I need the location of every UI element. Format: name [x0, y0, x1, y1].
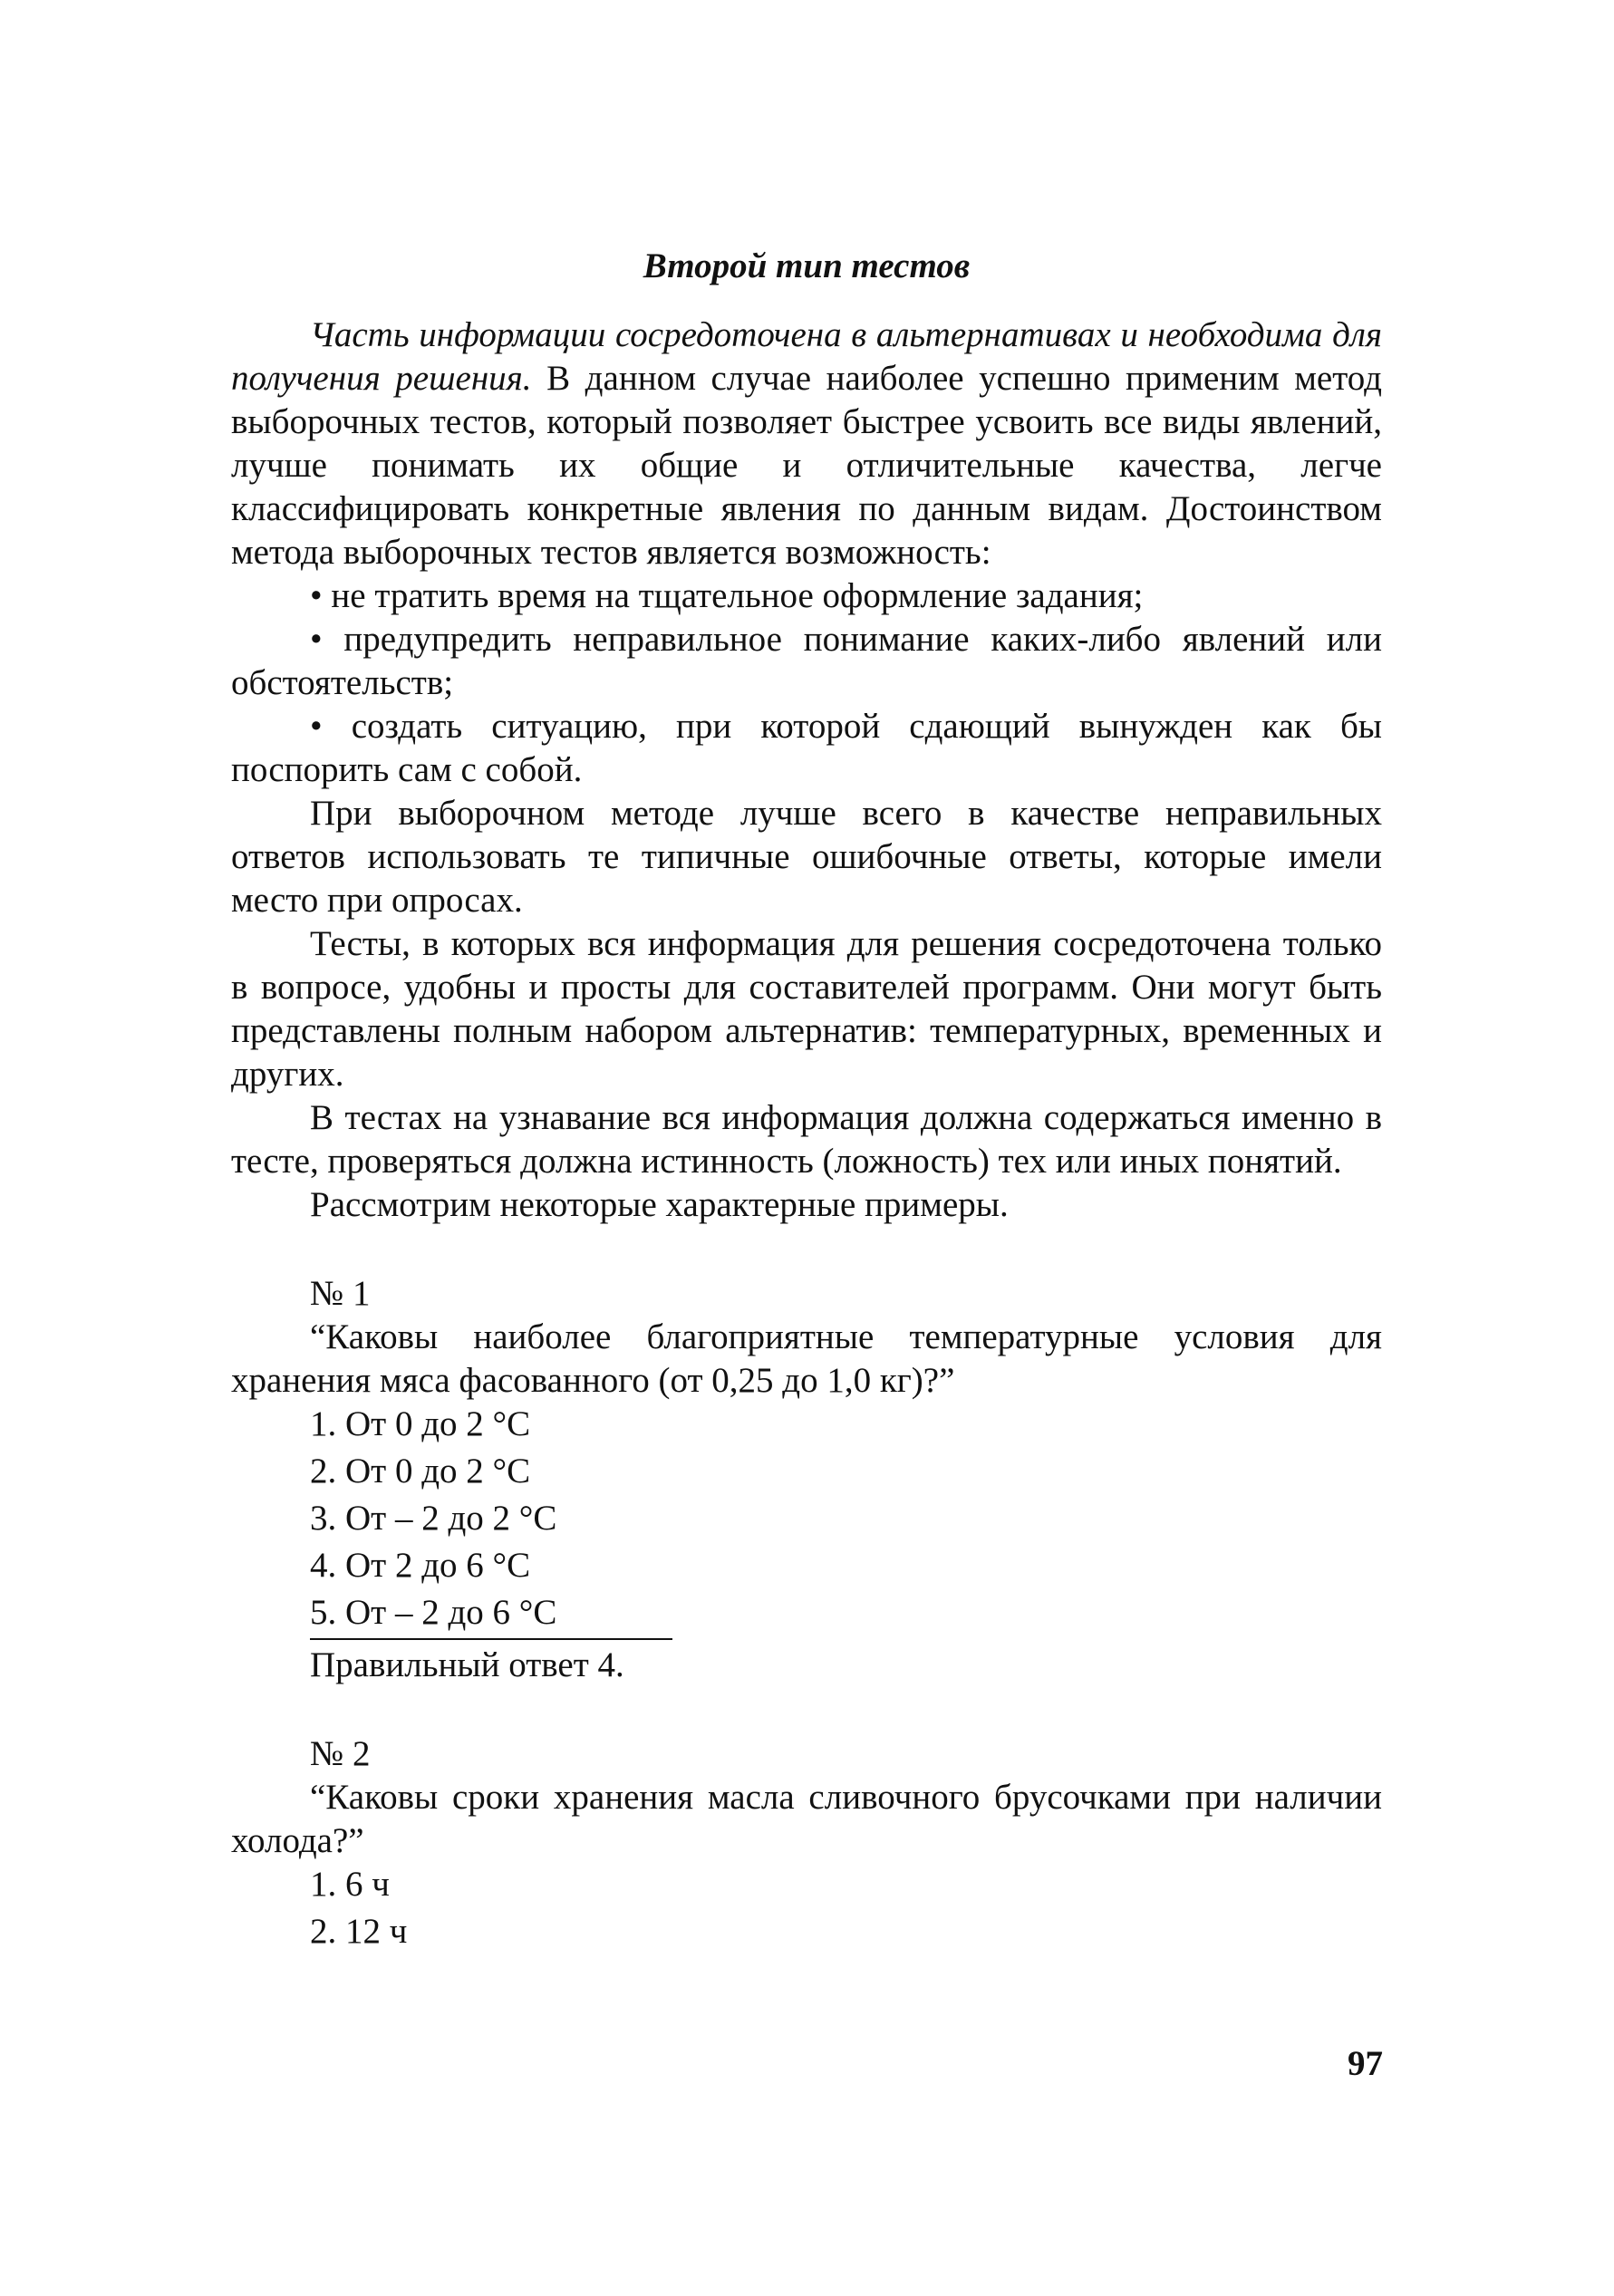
paragraph-examples-intro: Рассмотрим некоторые характерные примеры. [310, 1185, 1009, 1224]
correct-answer: Правильный ответ 4. [310, 1645, 624, 1684]
section-title: Второй тип тестов [643, 246, 971, 285]
intro-text: В данном случае наиболее успешно применим метод выборочных тестов, который позволяет быстрее усвоить все виды явлений, лучше понимать их общие и отличительные качества, легче классифицировать конкретные явления по данным видам. Достоинством метода выборочных тестов является возможность: [231, 359, 1382, 572]
bullet-item-3: • создать ситуацию, при которой сдающий вынужден как бы поспорить сам с собой. [231, 707, 1382, 789]
answer-option: 5. От – 2 до 6 °С [310, 1593, 557, 1632]
example-2 [231, 1732, 1382, 1954]
example-question: “Каковы наиболее благоприятные температурные условия для хранения мяса фасованного (от 0,25 до 1,0 кг)?” [231, 1317, 1382, 1400]
answer-divider [310, 1638, 672, 1640]
example-number: № 2 [310, 1734, 371, 1773]
intro-paragraph [231, 314, 1382, 574]
spacer [231, 1227, 1382, 1272]
answer-options [231, 1403, 1382, 1635]
page-content [231, 245, 1382, 1957]
page-number: 97 [1348, 2044, 1383, 2083]
example-number: № 1 [310, 1274, 371, 1313]
answer-option: 2. От 0 до 2 °С [310, 1452, 531, 1490]
answer-options [231, 1863, 1382, 1954]
intro-italic-text: Часть информации сосредоточена в альтернативах и необходима для получения решения. [231, 315, 1382, 398]
answer-option: 1. 6 ч [310, 1865, 390, 1904]
example-1 [231, 1272, 1382, 1687]
paragraph-question-tests: Тесты, в которых вся информация для решения сосредоточена только в вопросе, удобны и просты для составителей программ. Они могут быть представлены полным набором альтернатив: температурных, временных и других. [231, 924, 1382, 1094]
answer-option: 4. От 2 до 6 °С [310, 1546, 531, 1585]
answer-option: 1. От 0 до 2 °С [310, 1404, 531, 1443]
example-question: “Каковы сроки хранения масла сливочного брусочками при наличии холода?” [231, 1778, 1382, 1860]
bullet-item-2: • предупредить неправильное понимание каких-либо явлений или обстоятельств; [231, 620, 1382, 702]
paragraph-recognition-tests: В тестах на узнавание вся информация должна содержаться именно в тесте, проверяться должна истинность (ложность) тех или иных понятий. [231, 1098, 1382, 1181]
answer-option: 2. 12 ч [310, 1912, 408, 1951]
spacer [231, 1687, 1382, 1732]
paragraph-selection-method: При выборочном методе лучше всего в качестве неправильных ответов использовать те типичные ошибочные ответы, которые имели место при опросах. [231, 794, 1382, 920]
answer-option: 3. От – 2 до 2 °С [310, 1499, 557, 1538]
bullet-item-1: • не тратить время на тщательное оформление задания; [310, 576, 1144, 615]
